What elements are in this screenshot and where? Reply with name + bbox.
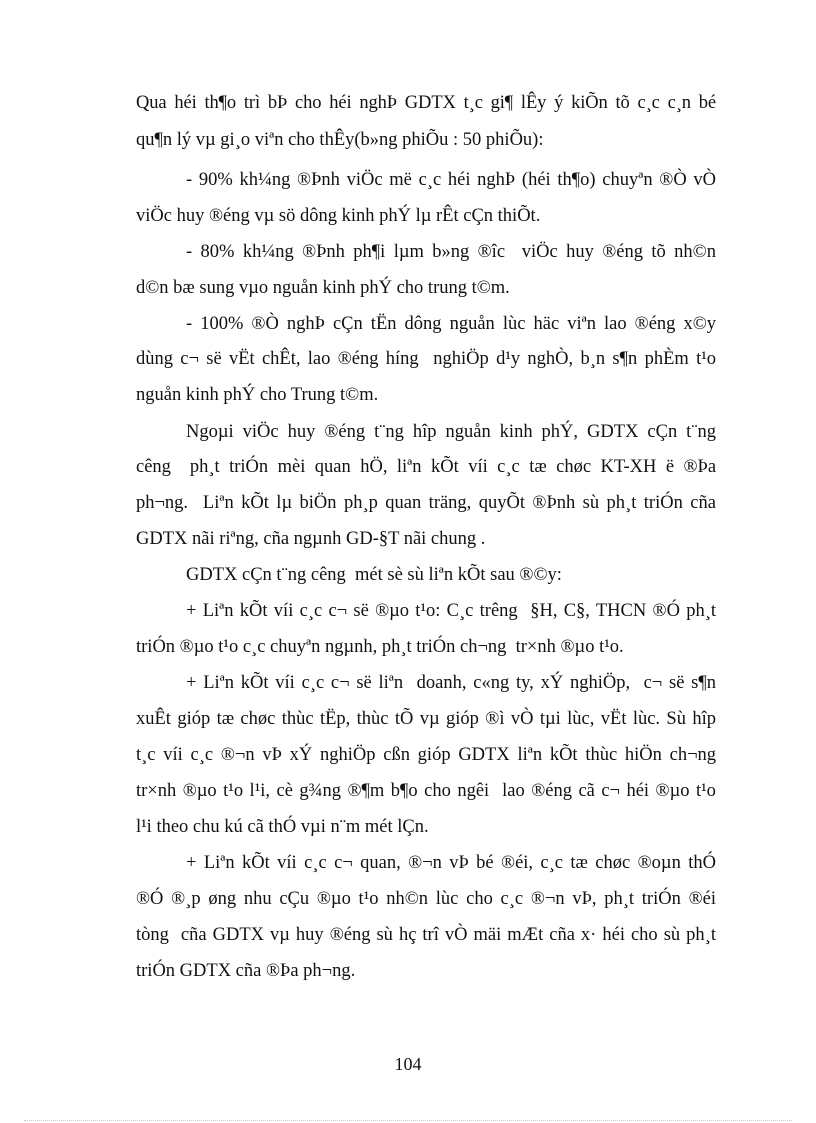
- text-line: l¹i theo chu kú cã thÓ vµi n¨m mét lÇn.: [136, 817, 429, 837]
- text-line: t¸c víi c¸c ®¬n vÞ xÝ nghiÖp cßn gióp GDTX liªn kÕt thùc hiÖn ch¬ng: [136, 745, 717, 765]
- text-line: ®Ó ®¸p øng nhu cÇu ®µo t¹o nh©n lùc cho c¸c ®¬n vÞ, ph¸t triÓn ®éi: [136, 889, 716, 909]
- text-line: tr×nh ®µo t¹o l¹i, cè g¾ng ®¶m b¶o cho ngêi lao ®éng cã c¬ héi ®µo t¹o: [136, 781, 716, 801]
- text-line: triÓn GDTX cña ®Þa ph¬ng.: [136, 961, 356, 981]
- text-line: xuÊt gióp tæ chøc thùc tËp, thùc tÕ vµ gióp ®ì vÒ tµi lùc, vËt lùc. Sù hîp: [136, 709, 716, 729]
- text-line: viÖc huy ®éng vµ sö dông kinh phÝ lµ rÊt cÇn thiÕt.: [136, 206, 541, 226]
- text-line: triÓn ®µo t¹o c¸c chuyªn ngµnh, ph¸t triÓn ch¬ng tr×nh ®µo t¹o.: [136, 637, 624, 657]
- text-line: - 90% kh¼ng ®Þnh viÖc më c¸c héi nghÞ (héi th¶o) chuyªn ®Ò vÒ: [186, 170, 717, 190]
- text-line: + Liªn kÕt víi c¸c c¬ së liªn doanh, c«ng ty, xÝ nghiÖp, c¬ së s¶n: [186, 673, 717, 693]
- text-line: qu¶n lý vµ gi¸o viªn cho thÊy(b»ng phiÕu : 50 phiÕu):: [136, 130, 544, 150]
- text-line: + Liªn kÕt víi c¸c c¬ së ®µo t¹o: C¸c trêng §H, C§, THCN ®Ó ph¸t: [186, 601, 717, 621]
- text-line: nguån kinh phÝ cho Trung t©m.: [136, 385, 379, 405]
- text-line: dùng c¬ së vËt chÊt, lao ®éng híng nghiÖp d¹y nghÒ, b¸n s¶n phÈm t¹o: [136, 349, 717, 369]
- text-line: + Liªn kÕt víi c¸c c¬ quan, ®¬n vÞ bé ®éi, c¸c tæ chøc ®oµn thÓ: [186, 853, 716, 873]
- text-line: Ngoµi viÖc huy ®éng t¨ng hîp nguån kinh phÝ, GDTX cÇn t¨ng: [186, 422, 716, 442]
- text-line: tòng cña GDTX vµ huy ®éng sù hç trî vÒ mäi mÆt cña x· héi cho sù ph¸t: [136, 925, 716, 945]
- text-line: cêng ph¸t triÓn mèi quan hÖ, liªn kÕt víi c¸c tæ chøc KT-XH ë ®Þa: [136, 457, 717, 477]
- text-line: GDTX cÇn t¨ng cêng mét sè sù liªn kÕt sau ®©y:: [186, 565, 562, 585]
- text-line: Qua héi th¶o trì bÞ cho héi nghÞ GDTX t¸c gi¶ lÊy ý kiÕn tõ c¸c c¸n bé: [136, 93, 716, 113]
- text-line: GDTX nãi riªng, cña ngµnh GD-§T nãi chung .: [136, 529, 486, 549]
- text-line: - 100% ®Ò nghÞ cÇn tËn dông nguån lùc häc viªn lao ®éng x©y: [186, 314, 717, 334]
- text-line: d©n bæ sung vµo nguån kinh phÝ cho trung t©m.: [136, 278, 510, 298]
- page-number: 104: [394, 1054, 422, 1074]
- page-bottom-divider: [24, 1120, 792, 1121]
- text-line: ph¬ng. Liªn kÕt lµ biÖn ph¸p quan träng, quyÕt ®Þnh sù ph¸t triÓn cña: [136, 493, 716, 513]
- text-line: - 80% kh¼ng ®Þnh ph¶i lµm b»ng ®îc viÖc huy ®éng tõ nh©n: [186, 242, 716, 262]
